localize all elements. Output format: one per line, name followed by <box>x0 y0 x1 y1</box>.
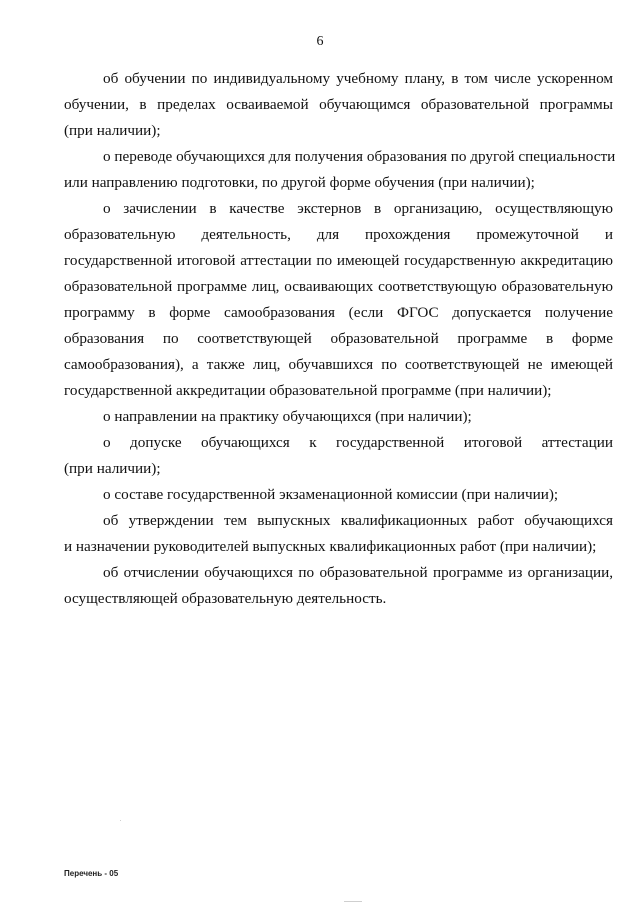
paragraph-line: или направлению подготовки, по другой форме обучения (при наличии); <box>64 174 535 191</box>
footer-code: Перечень - 05 <box>64 869 119 878</box>
paragraph-line: образования по соответствующей образовательной программе в форме <box>64 330 613 347</box>
paragraph-line: о составе государственной экзаменационной комиссии (при наличии); <box>103 486 559 503</box>
paragraph-line: образовательной программе лиц, осваивающих соответствующую образовательную <box>64 278 613 295</box>
paragraph-line: об обучении по индивидуальному учебному плану, в том числе ускоренном <box>103 70 613 87</box>
paragraph-line: о переводе обучающихся для получения образования по другой специальности <box>103 148 616 165</box>
page-number: 6 <box>316 34 324 49</box>
paragraph-line: о направлении на практику обучающихся (при наличии); <box>103 408 472 425</box>
paragraph-line: об отчислении обучающихся по образовательной программе из организации, <box>103 564 613 581</box>
paragraph-line: программу в форме самообразования (если ФГОС допускается получение <box>64 304 613 321</box>
paragraph-line: образовательную деятельность, для прохождения промежуточной и <box>64 226 613 243</box>
scan-speck <box>120 820 121 821</box>
paragraph-line: государственной аккредитации образовательной программе (при наличии); <box>64 382 552 399</box>
paragraph-line: обучении, в пределах осваиваемой обучающимся образовательной программы <box>64 96 613 113</box>
paragraph-line: о допуске обучающихся к государственной итоговой аттестации <box>103 434 613 451</box>
paragraph-line: о зачислении в качестве экстернов в организацию, осуществляющую <box>103 200 613 217</box>
paragraph-line: (при наличии); <box>64 460 161 477</box>
paragraph-line: самообразования), а также лиц, обучавшихся по соответствующей не имеющей <box>64 356 613 373</box>
paragraph-line: осуществляющей образовательную деятельность. <box>64 590 387 607</box>
paragraph-line: об утверждении тем выпускных квалификационных работ обучающихся <box>103 512 613 529</box>
paragraph-line: государственной итоговой аттестации по имеющей государственную аккредитацию <box>64 252 613 269</box>
scan-speck <box>344 901 362 902</box>
paragraph-line: и назначении руководителей выпускных квалификационных работ (при наличии); <box>64 538 597 555</box>
paragraph-line: (при наличии); <box>64 122 161 139</box>
